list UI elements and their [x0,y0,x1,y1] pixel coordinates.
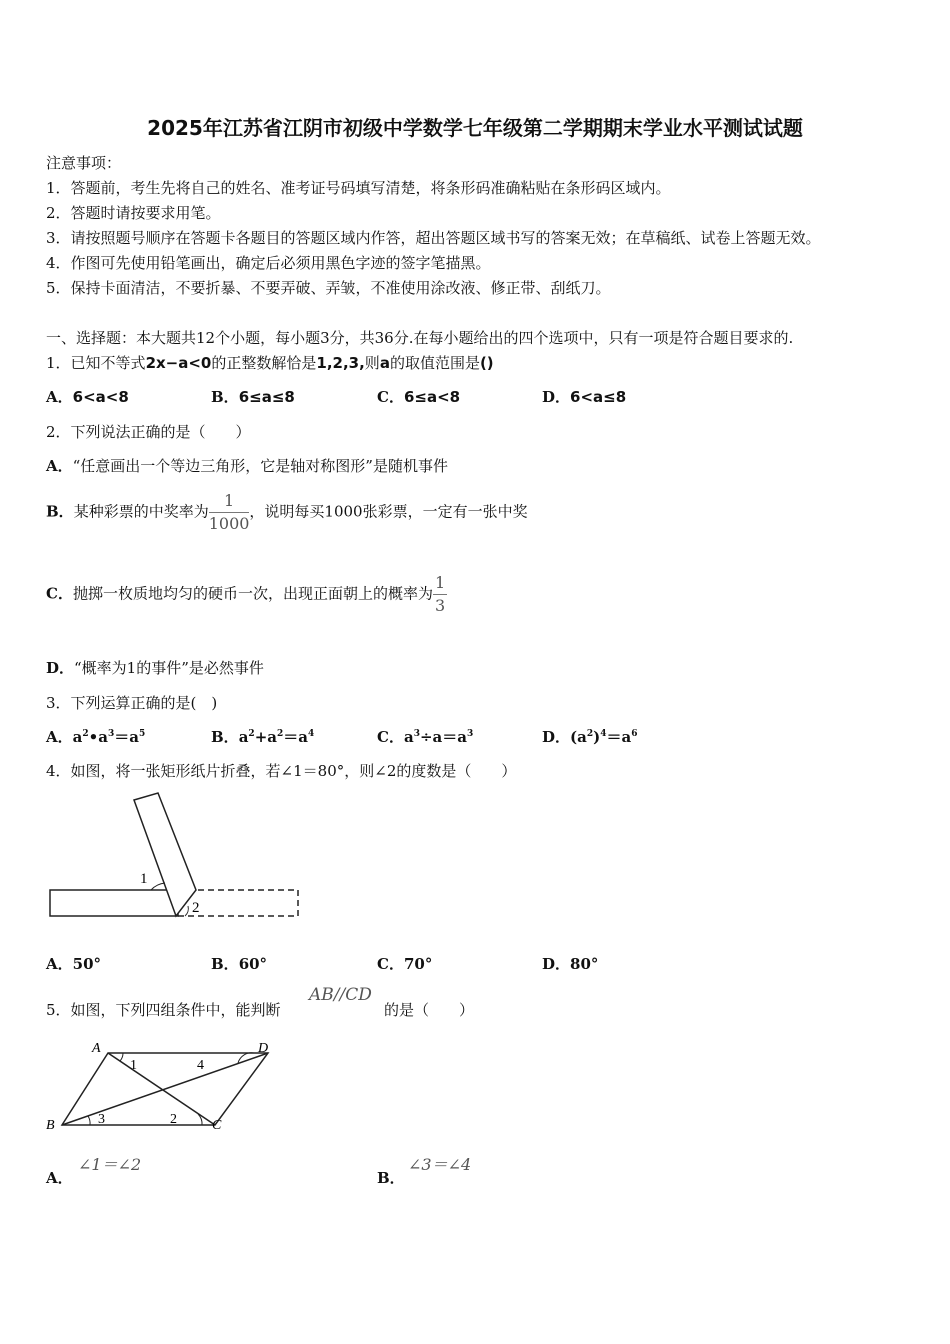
question-5-tail: 的是（ ） [384,1001,475,1019]
question-1: 1．已知不等式2x−a<0的正整数解恰是1,2,3,则a的取值范围是() [46,354,494,372]
angle-label-2: 2 [170,1112,177,1127]
option-a: A．6<a<8 [46,388,129,406]
notice-item: 3．请按照题号顺序在答题卡各题目的答题区域内作答，超出答题区域书写的答案无效；在草稿纸、试卷上答题无效。 [46,229,821,247]
option-c: C．6≤a<8 [377,388,461,406]
option-a-label: A． [46,1169,73,1187]
option-d: D．$(a^2)^4=a^6$ [542,728,638,746]
notice-item: 4．作图可先使用铅笔画出，确定后必须用黑色字迹的签字笔描黑。 [46,254,491,272]
option-b-math: ∠3＝∠4 [408,1155,472,1174]
math-expression: AB//CD [309,985,372,1005]
question-5: 5．如图，下列四组条件中，能判断 [46,1001,281,1019]
question-4: 4．如图，将一张矩形纸片折叠，若∠1＝80°，则∠2的度数是（ ） [46,762,517,780]
option-b-label: B． [377,1169,405,1187]
option-d: D．“概率为1的事件”是必然事件 [46,659,264,677]
parallelogram-figure [40,1035,280,1135]
angle-label-4: 4 [197,1058,204,1073]
option-c: C．抛掷一枚质地均匀的硬币一次，出现正面朝上的概率为 $\frac{1}{3}$ [46,573,446,615]
option-b: B．6≤a≤8 [211,388,295,406]
page-title: 2025年江苏省江阴市初级中学数学七年级第二学期期末学业水平测试试题 [147,116,803,140]
option-a: A．“任意画出一个等边三角形，它是轴对称图形”是随机事件 [46,457,448,475]
question-number: 1． [46,354,71,372]
angle-label-2: 2 [192,900,200,916]
notice-heading: 注意事项： [46,154,122,172]
folded-paper-figure [46,790,306,925]
vertex-label-d: D [258,1041,269,1056]
question-3: 3．下列运算正确的是( ) [46,694,218,712]
angle-label-1: 1 [130,1058,137,1073]
option-a: A．$a^2•a^3=a^5$ [46,728,146,746]
option-b: B．某种彩票的中奖率为 $\frac{1}{1000}$ ，说明每买1000张彩票，一定有一张中奖 [46,491,528,533]
option-d: D．80° [542,955,599,973]
option-c: C．$a^3\div a=a^3$ [377,728,474,746]
section-heading: 一、选择题：本大题共12个小题，每小题3分，共36分.在每小题给出的四个选项中，只有一项是符合题目要求的. [46,329,794,347]
fraction: $\frac{1}{3}$ [434,573,446,615]
vertex-label-b: B [46,1118,55,1133]
angle-label-1: 1 [140,871,148,887]
notice-item: 2．答题时请按要求用笔。 [46,204,221,222]
notice-item: 1．答题前，考生先将自己的姓名、准考证号码填写清楚，将条形码准确粘贴在条形码区域内。 [46,179,671,197]
option-a-math: ∠1＝∠2 [78,1155,142,1174]
option-a: A．50° [46,955,102,973]
option-c: C．70° [377,955,433,973]
notice-item: 5．保持卡面清洁，不要折暴、不要弄破、弄皱，不准使用涂改液、修正带、刮纸刀。 [46,279,611,297]
vertex-label-a: A [92,1041,101,1056]
option-b: B．$a^2+a^2=a^4$ [211,728,315,746]
question-2: 2．下列说法正确的是（ ） [46,423,251,441]
angle-label-3: 3 [98,1112,105,1127]
fraction: $\frac{1}{1000}$ [208,491,250,533]
vertex-label-c: C [212,1118,222,1133]
option-d: D．6<a≤8 [542,388,627,406]
option-b: B．60° [211,955,268,973]
